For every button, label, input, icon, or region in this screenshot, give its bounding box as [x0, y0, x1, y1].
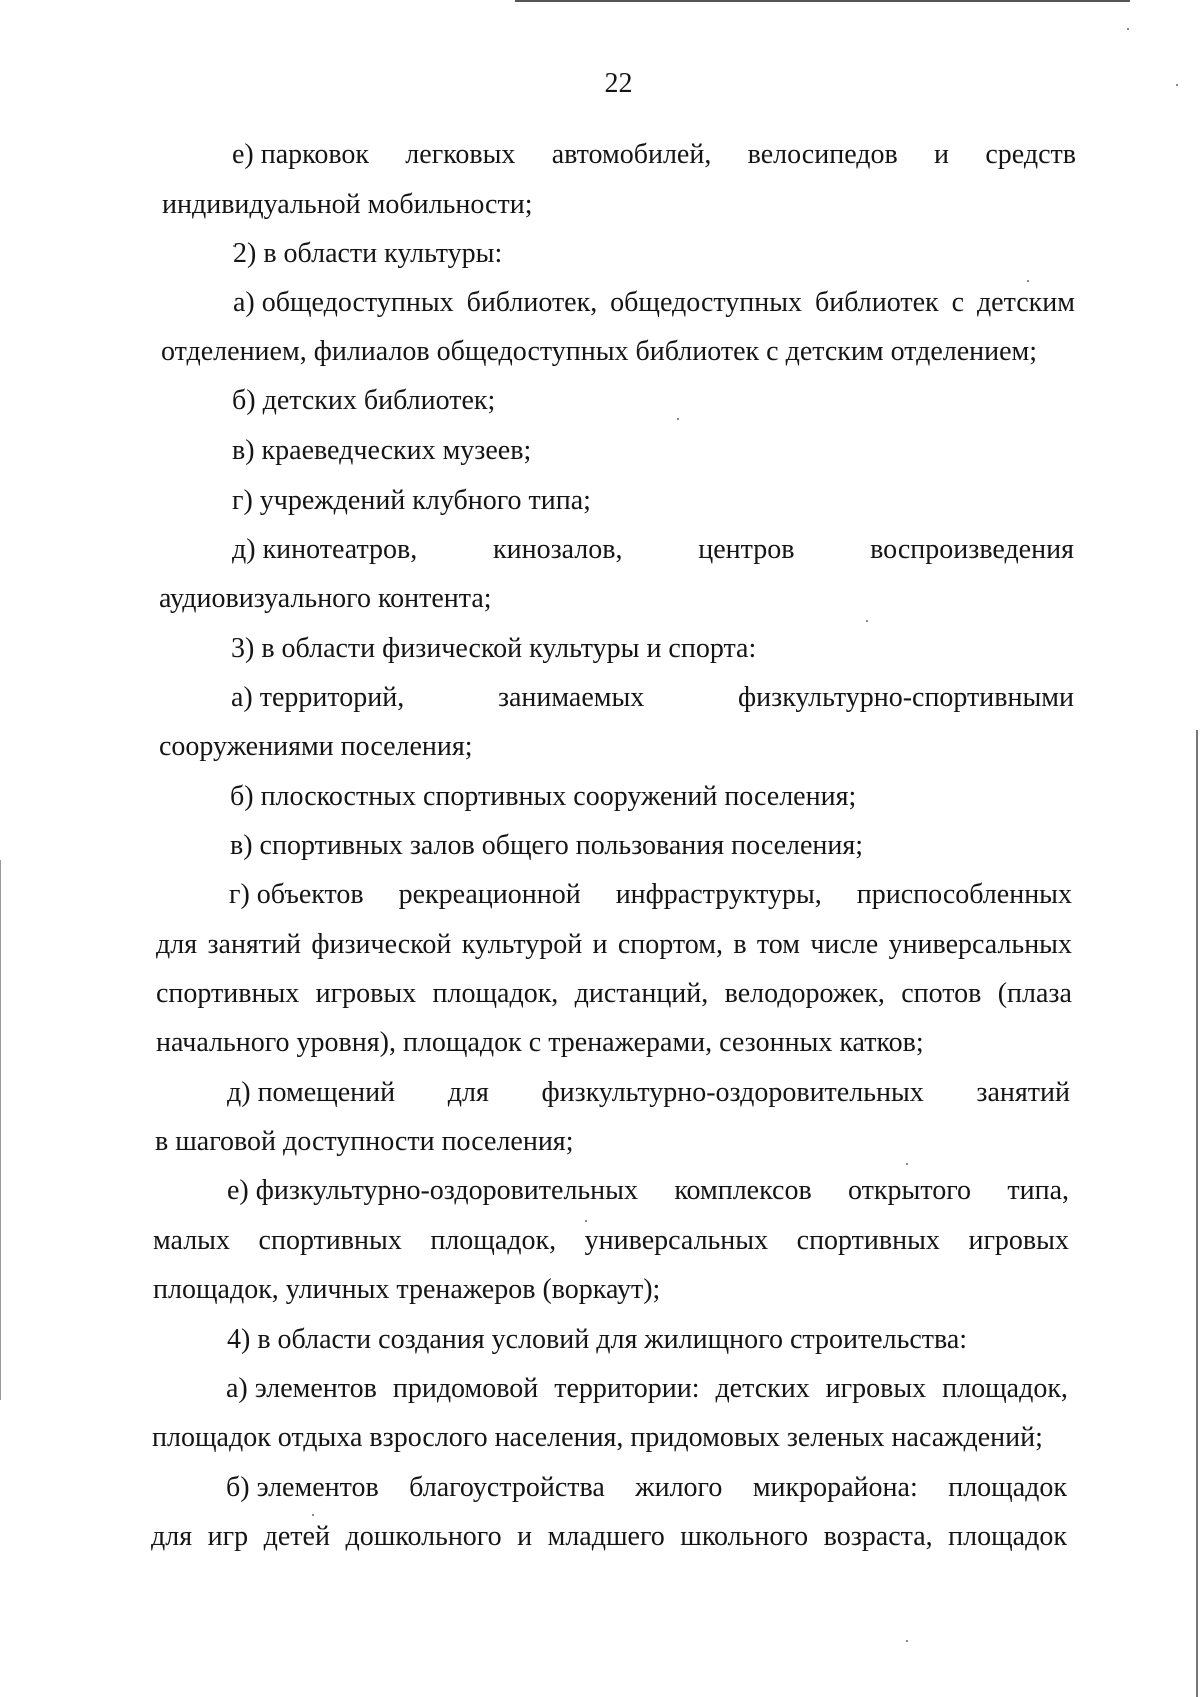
word: спортивных [156, 978, 300, 1009]
text-line: в) краеведческих музеев; [232, 435, 532, 466]
scan-speck [312, 1514, 314, 1516]
word: благоустройства [409, 1472, 605, 1503]
word: универсальных [584, 1225, 769, 1256]
word: малых [153, 1225, 230, 1256]
word: для [151, 1521, 193, 1552]
text-line [232, 532, 1074, 568]
word: универсальных [888, 929, 1072, 960]
page-number: 22 [604, 68, 633, 99]
word: спортивных [796, 1225, 940, 1256]
word: д) кинотеатров, [232, 534, 418, 565]
word: общедоступных [610, 287, 803, 318]
word: детей [263, 1521, 330, 1552]
word: школьного [680, 1521, 809, 1552]
text-line: сооружениями поселения; [159, 731, 473, 762]
word: а) элементов [226, 1373, 377, 1404]
text-line: 3) в области физической культуры и спорта: [231, 633, 757, 664]
word: числе [810, 929, 879, 960]
scan-speck [906, 1640, 908, 1642]
word: библиотек, [466, 287, 598, 318]
word: а) территорий, [231, 682, 405, 713]
word: библиотек [814, 287, 939, 318]
scan-border-left [0, 860, 1, 1400]
word: а) общедоступных [233, 287, 454, 318]
text-line: б) детских библиотек; [232, 385, 496, 416]
word: (плаза [997, 978, 1072, 1009]
word: в [733, 929, 747, 960]
word: легковых [405, 139, 516, 170]
text-line: б) плоскостных спортивных сооружений поселения; [230, 781, 857, 812]
word: площадок [948, 1472, 1067, 1503]
word: типа, [1007, 1175, 1069, 1206]
text-line: площадок отдыха взрослого населения, придомовых зеленых насаждений; [152, 1422, 1043, 1453]
scan-speck [677, 418, 679, 420]
word: спотов [901, 978, 982, 1009]
scan-border-top [515, 0, 1130, 2]
word: игр [207, 1521, 249, 1552]
word: площадок, [432, 978, 559, 1009]
word: и [517, 1521, 533, 1552]
word: воспроизведения [870, 534, 1074, 565]
word: детских [715, 1373, 810, 1404]
text-line: в) спортивных залов общего пользования поселения; [230, 830, 864, 861]
text-line: индивидуальной мобильности; [162, 189, 533, 220]
word: занятий [976, 1077, 1070, 1108]
word: культурой [461, 929, 583, 960]
text-line [229, 877, 1072, 913]
word: спортивных [258, 1225, 402, 1256]
scan-speck [906, 1163, 908, 1165]
word: игровых [968, 1225, 1069, 1256]
word: площадок, [942, 1373, 1068, 1404]
word: и [592, 929, 608, 960]
word: занятий [207, 929, 302, 960]
word: е) физкультурно-оздоровительных [227, 1175, 638, 1206]
word: велодорожек, [724, 978, 885, 1009]
scan-border-right [1196, 730, 1198, 1697]
text-line [233, 285, 1075, 321]
scan-speck [866, 620, 868, 622]
word: микрорайона: [752, 1472, 918, 1503]
text-line [232, 137, 1076, 173]
word: площадок, [430, 1225, 557, 1256]
word: г) объектов [229, 879, 364, 910]
word: дошкольного [345, 1521, 502, 1552]
word: инфраструктуры, [615, 879, 822, 910]
word: игровых [825, 1373, 927, 1404]
word: открытого [848, 1175, 971, 1206]
word: велосипедов [747, 139, 898, 170]
text-line: в шаговой доступности поселения; [155, 1126, 574, 1157]
text-line: 2) в области культуры: [233, 238, 503, 269]
word: и [934, 139, 950, 170]
word: игровых [315, 978, 417, 1009]
word: кинозалов, [493, 534, 623, 565]
word: младшего [547, 1521, 665, 1552]
text-line [227, 1173, 1069, 1209]
text-line [156, 976, 1072, 1012]
word: комплексов [674, 1175, 812, 1206]
word: территории: [554, 1373, 700, 1404]
scan-speck [585, 1220, 587, 1222]
word: рекреационной [398, 879, 581, 910]
word: жилого [635, 1472, 723, 1503]
word: физической [311, 929, 452, 960]
word: д) помещений [227, 1077, 396, 1108]
text-line [231, 680, 1074, 716]
text-line [226, 1470, 1067, 1506]
word: площадок [948, 1521, 1067, 1552]
word: физкультурно-оздоровительных [541, 1077, 924, 1108]
word: средств [985, 139, 1076, 170]
text-line: отделением, филиалов общедоступных библиотек с детским отделением; [161, 336, 1038, 367]
word: центров [698, 534, 795, 565]
text-line [156, 927, 1072, 963]
text-line: площадок, уличных тренажеров (воркаут); [153, 1274, 661, 1305]
scan-speck [1127, 28, 1129, 30]
word: физкультурно-спортивными [738, 682, 1074, 713]
text-line [227, 1075, 1070, 1111]
text-line [151, 1519, 1067, 1555]
text-line: начального уровня), площадок с тренажерами, сезонных катков; [156, 1027, 924, 1058]
word: том [756, 929, 800, 960]
word: б) элементов [226, 1472, 379, 1503]
word: дистанций, [574, 978, 709, 1009]
word: спортом, [617, 929, 723, 960]
word: для [156, 929, 198, 960]
text-line [153, 1223, 1069, 1259]
word: е) парковок [232, 139, 369, 170]
word: для [447, 1077, 489, 1108]
word: детским [976, 287, 1075, 318]
scan-speck [1027, 280, 1029, 282]
word: приспособленных [856, 879, 1072, 910]
text-line [226, 1371, 1068, 1407]
text-line: аудиовизуального контента; [159, 583, 492, 614]
word: занимаемых [497, 682, 645, 713]
word: с [951, 287, 964, 318]
word: автомобилей, [551, 139, 712, 170]
text-line: г) учреждений клубного типа; [232, 485, 591, 516]
word: придомовой [392, 1373, 539, 1404]
word: возраста, [823, 1521, 933, 1552]
text-line: 4) в области создания условий для жилищного строительства: [227, 1324, 968, 1355]
